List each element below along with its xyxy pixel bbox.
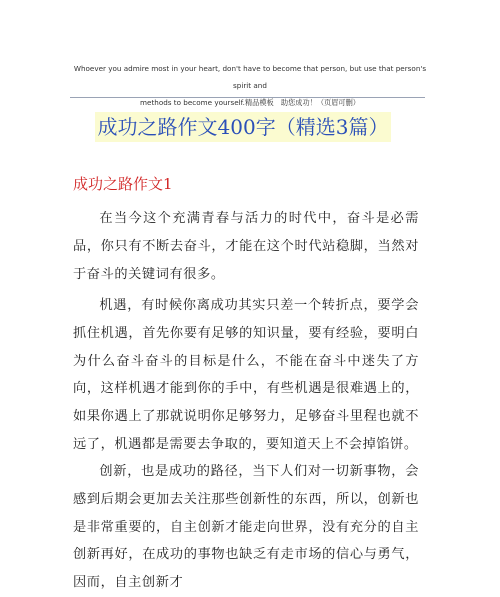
page-header	[68, 60, 432, 111]
document-title: 成功之路作文400字（精选3篇）	[95, 112, 391, 142]
paragraph-2: 机遇，有时候你离成功其实只差一个转折点，要学会抓住机遇，首先你要有足够的知识量，要有经验，要明白为什么奋斗奋斗的目标是什么，不能在奋斗中迷失了方向，这样机遇才能到你的手中，有些机遇是很难遇上的，如果你遇上了那就说明你足够努力，足够奋斗里程也就不远了，机遇都是需要去争取的，要知道天上不会掉馅饼。	[73, 298, 419, 452]
header-divider	[70, 97, 425, 98]
paragraph-3: 创新，也是成功的路径，当下人们对一切新事物，会感到后期会更加去关注那些创新性的东西，所以，创新也是非常重要的，自主创新才能走向世界，没有充分的自主创新再好，在成功的事物也缺乏有走市场的信心与勇气，因而，自主创新才	[73, 464, 419, 591]
section-heading: 成功之路作文1	[73, 175, 173, 193]
header-line-2: methods to become yourself.精品模板 助您成功！（页眉可删）	[140, 98, 360, 107]
header-line-1: Whoever you admire most in your heart, don't have to become that person, but use that person's spirit and	[73, 64, 427, 90]
paragraph-1: 在当今这个充满青春与活力的时代中，奋斗是必需品，你只有不断去奋斗，才能在这个时代站稳脚，当然对于奋斗的关键词有很多。	[73, 211, 419, 282]
